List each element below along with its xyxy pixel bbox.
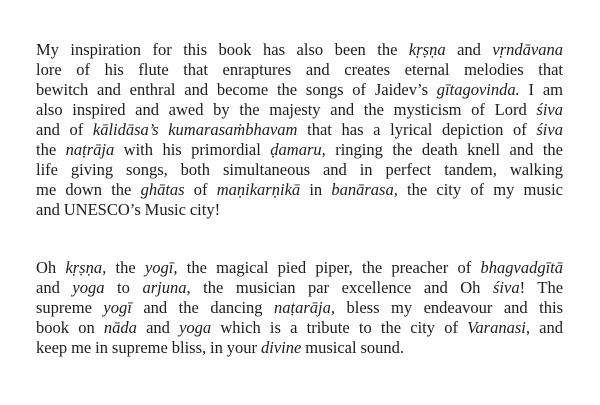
italic-term: yogī (103, 298, 132, 317)
text-run: I am (519, 80, 563, 99)
text-line (36, 180, 563, 200)
italic-term: banārasa, (331, 180, 398, 199)
italic-term: kṛṣṇa, (65, 258, 107, 277)
text-run: book on (36, 318, 104, 337)
text-run: in (300, 180, 332, 199)
text-run: and (36, 278, 73, 297)
text-run: and of (36, 120, 93, 139)
text-line (36, 160, 563, 180)
paragraph-invocation (36, 258, 563, 358)
italic-term: bhagvadgītā (480, 258, 563, 277)
italic-term: vṛndāvana (492, 40, 563, 59)
italic-term: yoga (72, 278, 105, 297)
italic-term: kṛṣṇa (408, 40, 446, 59)
text-line (36, 60, 563, 80)
text-run: and (136, 318, 180, 337)
text-run: keep me in supreme bliss, in your (36, 338, 261, 357)
text-line (36, 258, 563, 278)
italic-term: Varanasi, (467, 318, 530, 337)
italic-term: śiva (536, 120, 563, 139)
text-run: the (106, 258, 145, 277)
text-run: me down the (36, 180, 141, 199)
italic-term: ghātas (140, 180, 185, 199)
text-run: and (445, 40, 493, 59)
text-run: supreme (36, 298, 104, 317)
text-run: My inspiration for this book has also been the (36, 40, 409, 59)
text-run: life giving songs, both simultaneous and in perfect tandem, walking (36, 160, 563, 179)
italic-term: naṭarāja, (274, 298, 336, 317)
text-run: Oh (36, 258, 66, 277)
text-run: ringing the death knell and the (325, 140, 563, 159)
italic-term: naṭrāja (65, 140, 115, 159)
text-line (36, 120, 563, 140)
text-line (36, 100, 563, 120)
italic-term: yogī, (144, 258, 178, 277)
italic-term: divine (260, 338, 302, 357)
italic-term: arjuna, (142, 278, 191, 297)
italic-term: maṇikarṇikā (216, 180, 301, 199)
italic-term: gītagovinda. (436, 80, 520, 99)
italic-term: śiva (536, 100, 563, 119)
text-run: the magical pied piper, the preacher of (177, 258, 481, 277)
italic-term: nāda (103, 318, 137, 337)
text-line (36, 140, 563, 160)
text-run: that has a lyrical depiction of (297, 120, 537, 139)
text-run: ! The (519, 278, 564, 297)
text-run: which is a tribute to the city of (211, 318, 468, 337)
text-line (36, 298, 563, 318)
text-run: the musician par excellence and Oh (190, 278, 493, 297)
text-run: also inspired and awed by the majesty and the mysticism of Lord (36, 100, 537, 119)
text-line (36, 338, 563, 358)
italic-term: kālidāsa’s kumarasaṁbhavam (92, 120, 298, 139)
text-run: bewitch and enthral and become the songs of Jaidev’s (36, 80, 437, 99)
text-run: musical sound. (301, 338, 405, 357)
text-line (36, 278, 563, 298)
text-run: bless my endeavour and this (335, 298, 563, 317)
paragraph-inspiration (36, 40, 563, 220)
text-run: lore of his flute that enraptures and creates eternal melodies that (36, 60, 563, 79)
text-line (36, 318, 563, 338)
text-run: and the dancing (131, 298, 275, 317)
text-run: with his primordial (114, 140, 271, 159)
italic-term: śiva (493, 278, 520, 297)
text-line (36, 40, 563, 60)
text-run: of (184, 180, 217, 199)
text-line (36, 200, 563, 220)
text-run: and (529, 318, 563, 337)
text-run: the (36, 140, 66, 159)
italic-term: ḍamaru, (270, 140, 326, 159)
italic-term: yoga (179, 318, 212, 337)
text-run: the city of my music (397, 180, 563, 199)
text-run: to (104, 278, 143, 297)
text-run: and UNESCO’s Music city! (36, 200, 221, 219)
text-line (36, 80, 563, 100)
